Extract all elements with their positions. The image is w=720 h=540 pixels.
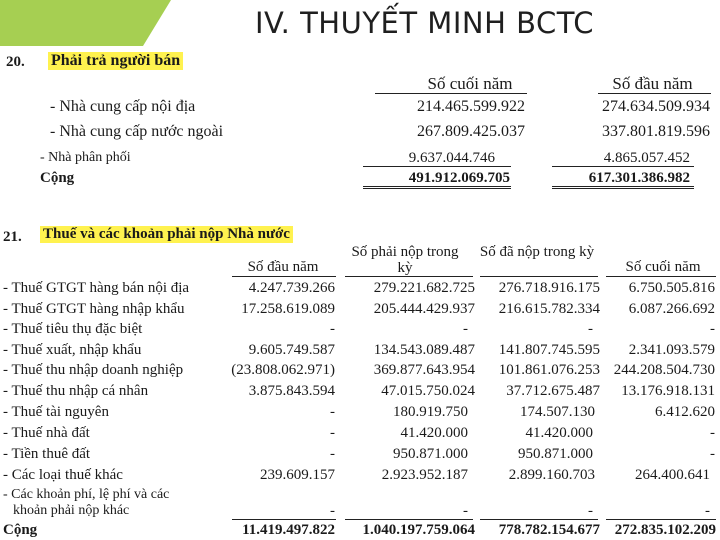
tax-row-payable: - [463, 321, 468, 337]
col-header-end: Số cuối năm [427, 74, 513, 93]
header-underline-begin [598, 93, 711, 94]
tax-row-payable: 369.877.643.954 [373, 362, 475, 378]
tax-row-begin: - [330, 446, 335, 462]
header-underline-end [375, 93, 527, 94]
subtotal-line-begin-21 [232, 519, 336, 520]
tax-row-begin: 4.247.739.266 [248, 280, 335, 296]
tax-row-begin: 3.875.843.594 [248, 383, 335, 399]
tax-row-paid: 950.871.000 [518, 446, 593, 462]
tax-row-begin: - [330, 404, 335, 420]
row-begin-value: 337.801.819.596 [602, 123, 710, 140]
tax-row-paid: 174.507.130 [520, 404, 595, 420]
tax-row-begin: - [330, 425, 335, 441]
tax-row-label: - Thuế nhà đất [3, 425, 90, 441]
header-line-paid [480, 276, 598, 277]
tax-row-begin: 17.258.619.089 [241, 301, 335, 317]
tax-row-label: - Thuế GTGT hàng bán nội địa [3, 280, 190, 296]
tax-row-end: 6.087.266.692 [628, 301, 715, 317]
tax-row-payable: 41.420.000 [400, 425, 468, 441]
subtotal-line-payable-21 [345, 519, 473, 520]
header-begin: Số đầu năm [247, 259, 319, 275]
subtotal-line-begin [552, 166, 694, 167]
tax-row-payable: 950.871.000 [393, 446, 468, 462]
section-20-total-label: Cộng [40, 170, 75, 186]
tax-row-paid: 37.712.675.487 [506, 383, 600, 399]
tax-row-end: - [710, 446, 715, 462]
tax-row-end: 264.400.641 [635, 467, 710, 483]
tax-row-label: - Thuế thu nhập doanh nghiệp [3, 362, 184, 378]
tax-row-payable: 180.919.750 [393, 404, 468, 420]
tax-row-paid: - [588, 321, 593, 337]
header-line-end [606, 276, 716, 277]
section-21-total-begin: 11.419.497.822 [242, 522, 335, 538]
fees-row-label-line1: - Các khoản phí, lệ phí và các [3, 487, 170, 502]
fees-row-label-line2: khoản phải nộp khác [13, 503, 130, 518]
section-20-heading: Phải trả người bán [48, 52, 183, 70]
row-begin-value: 4.865.057.452 [603, 150, 690, 166]
tax-row-payable: 279.221.682.725 [373, 280, 475, 296]
slide-title-bar [0, 0, 720, 46]
header-end: Số cuối năm [625, 259, 701, 275]
row-label: - Nhà phân phối [40, 150, 131, 165]
fees-row-end: - [705, 503, 710, 519]
header-payable: Số phải nộp trong kỳ [351, 244, 459, 276]
tax-row-end: 244.208.504.730 [613, 362, 715, 378]
tax-row-end: - [710, 425, 715, 441]
tax-row-paid: 101.861.076.253 [498, 362, 600, 378]
header-line-payable [345, 276, 473, 277]
fees-row-payable: - [463, 503, 468, 519]
tax-row-paid: 41.420.000 [525, 425, 593, 441]
tax-row-begin: (23.808.062.971) [231, 362, 335, 378]
total-double-line-end [363, 186, 511, 189]
tax-row-paid: 276.718.916.175 [498, 280, 600, 296]
section-20-total-begin: 617.301.386.982 [588, 170, 690, 186]
header-paid: Số đã nộp trong kỳ [479, 244, 595, 260]
tax-row-end: 2.341.093.579 [628, 342, 715, 358]
tax-row-label: - Thuế GTGT hàng nhập khẩu [3, 301, 185, 317]
tax-row-end: 13.176.918.131 [621, 383, 715, 399]
tax-row-paid: 216.615.782.334 [498, 301, 600, 317]
row-end-value: 9.637.044.746 [408, 150, 495, 166]
section-21-total-payable: 1.040.197.759.064 [362, 522, 475, 538]
tax-row-payable: 47.015.750.024 [381, 383, 475, 399]
tax-row-end: - [710, 321, 715, 337]
tax-row-paid: 141.807.745.595 [498, 342, 600, 358]
tax-row-payable: 2.923.952.187 [381, 467, 468, 483]
section-21-total-label: Cộng [3, 522, 38, 538]
row-end-value: 214.465.599.922 [417, 98, 525, 115]
section-20-total-end: 491.912.069.705 [408, 170, 510, 186]
subtotal-line-end [363, 166, 511, 167]
fees-row-paid: - [588, 503, 593, 519]
tax-row-payable: 134.543.089.487 [373, 342, 475, 358]
section-21-heading: Thuế và các khoản phải nộp Nhà nước [40, 226, 293, 243]
section-20-number: 20. [6, 54, 25, 70]
tax-row-begin: 239.609.157 [260, 467, 335, 483]
subtotal-line-paid-21 [480, 519, 598, 520]
header-line-begin [232, 276, 336, 277]
tax-row-begin: 9.605.749.587 [248, 342, 335, 358]
fees-row-begin: - [330, 503, 335, 519]
total-double-line-begin [552, 186, 694, 189]
title-accent-bar [0, 0, 143, 46]
row-begin-value: 274.634.509.934 [602, 98, 710, 115]
tax-row-label: - Các loại thuế khác [3, 467, 123, 483]
tax-row-label: - Thuế thu nhập cá nhân [3, 383, 149, 399]
tax-row-begin: - [330, 321, 335, 337]
tax-row-end: 6.412.620 [655, 404, 715, 420]
tax-row-label: - Thuế xuất, nhập khẩu [3, 342, 142, 358]
row-label: - Nhà cung cấp nội địa [50, 98, 196, 115]
tax-row-paid: 2.899.160.703 [508, 467, 595, 483]
tax-row-label: - Thuế tài nguyên [3, 404, 109, 420]
tax-row-label: - Tiền thuê đất [3, 446, 91, 462]
row-label: - Nhà cung cấp nước ngoài [50, 123, 224, 140]
tax-row-payable: 205.444.429.937 [373, 301, 475, 317]
subtotal-line-end-21 [606, 519, 716, 520]
tax-row-end: 6.750.505.816 [628, 280, 715, 296]
tax-row-label: - Thuế tiêu thụ đặc biệt [3, 321, 143, 337]
col-header-begin: Số đầu năm [612, 74, 693, 93]
section-21-number: 21. [3, 229, 22, 245]
section-21-total-paid: 778.782.154.677 [498, 522, 600, 538]
title-accent-shape [143, 0, 171, 46]
slide-title: IV. THUYẾT MINH BCTC [255, 6, 594, 40]
row-end-value: 267.809.425.037 [417, 123, 525, 140]
section-21-total-end: 272.835.102.209 [614, 522, 716, 538]
